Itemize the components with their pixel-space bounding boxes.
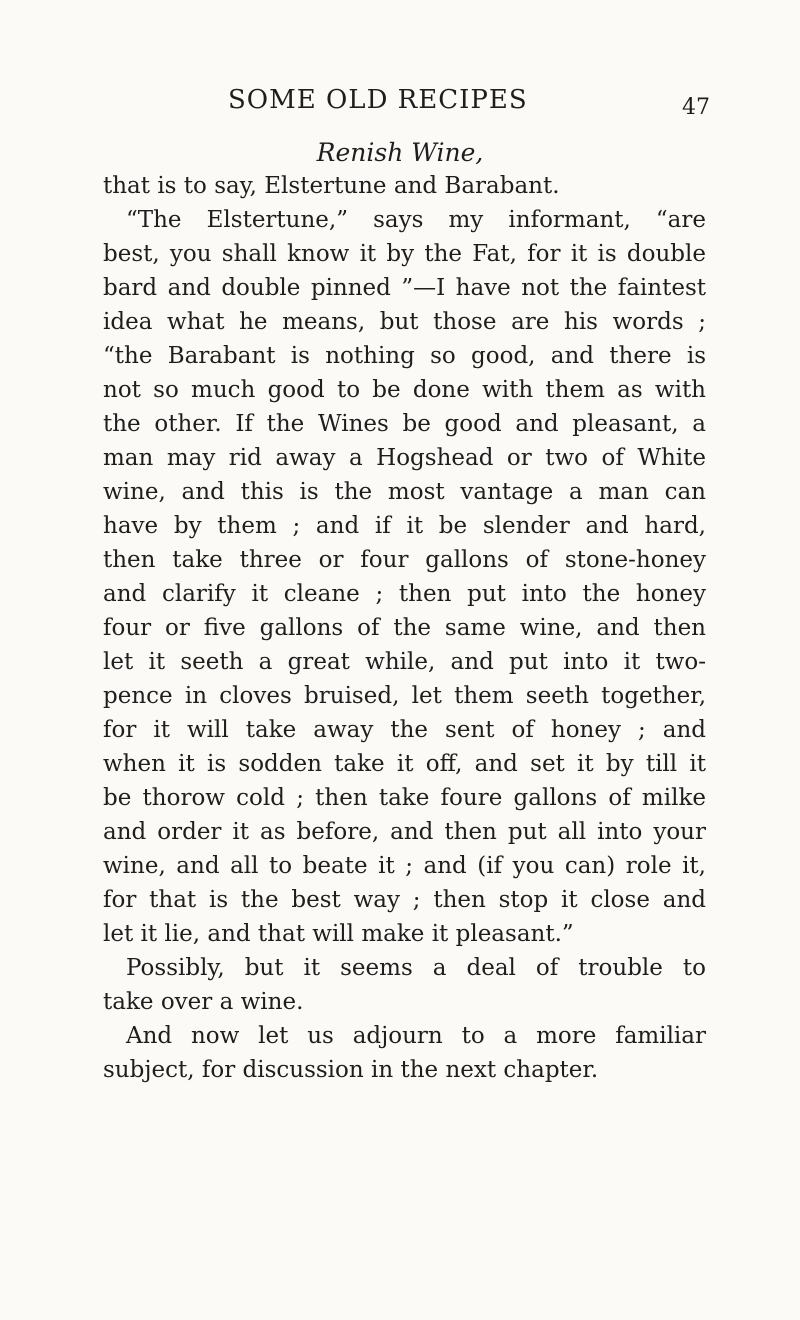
- text-line: four or five gallons of the same wine, and then: [103, 615, 706, 641]
- body-text: [103, 169, 706, 1087]
- text-line: “the Barabant is nothing so good, and there is: [103, 343, 706, 369]
- text-line: pence in cloves bruised, let them seeth together,: [103, 683, 706, 709]
- text-line: when it is sodden take it off, and set it by till it: [103, 751, 706, 777]
- text-line: have by them ; and if it be slender and hard,: [103, 513, 706, 539]
- text-line: that is to say, Elstertune and Barabant.: [103, 173, 560, 199]
- running-head: [0, 85, 800, 125]
- text-line: not so much good to be done with them as with: [103, 377, 706, 403]
- text-line: Possibly, but it seems a deal of trouble to: [126, 955, 706, 981]
- section-heading: Renish Wine,: [316, 138, 484, 167]
- text-line: and order it as before, and then put all into your: [103, 819, 706, 845]
- text-line: and clarify it cleane ; then put into the honey: [103, 581, 706, 607]
- text-line: bard and double pinned ”—I have not the faintest: [103, 275, 706, 301]
- running-title: SOME OLD RECIPES: [228, 85, 528, 115]
- text-line: best, you shall know it by the Fat, for it is double: [103, 241, 706, 267]
- text-line: idea what he means, but those are his words ;: [103, 309, 706, 335]
- text-line: let it lie, and that will make it pleasant.”: [103, 921, 574, 947]
- text-line: man may rid away a Hogshead or two of White: [103, 445, 706, 471]
- page-number: 47: [682, 95, 710, 120]
- text-line: take over a wine.: [103, 989, 304, 1015]
- text-line: for it will take away the sent of honey ; and: [103, 717, 706, 743]
- text-line: for that is the best way ; then stop it close and: [103, 887, 706, 913]
- text-line: “The Elstertune,” says my informant, “are: [126, 207, 706, 233]
- text-line: the other. If the Wines be good and pleasant, a: [103, 411, 706, 437]
- text-line: And now let us adjourn to a more familiar: [126, 1023, 706, 1049]
- text-line: be thorow cold ; then take foure gallons of milke: [103, 785, 706, 811]
- text-line: wine, and all to beate it ; and (if you can) role it,: [103, 853, 706, 879]
- text-line: wine, and this is the most vantage a man can: [103, 479, 706, 505]
- text-line: then take three or four gallons of stone-honey: [103, 547, 706, 573]
- text-line: let it seeth a great while, and put into it two-: [103, 649, 706, 675]
- text-line: subject, for discussion in the next chapter.: [103, 1057, 599, 1083]
